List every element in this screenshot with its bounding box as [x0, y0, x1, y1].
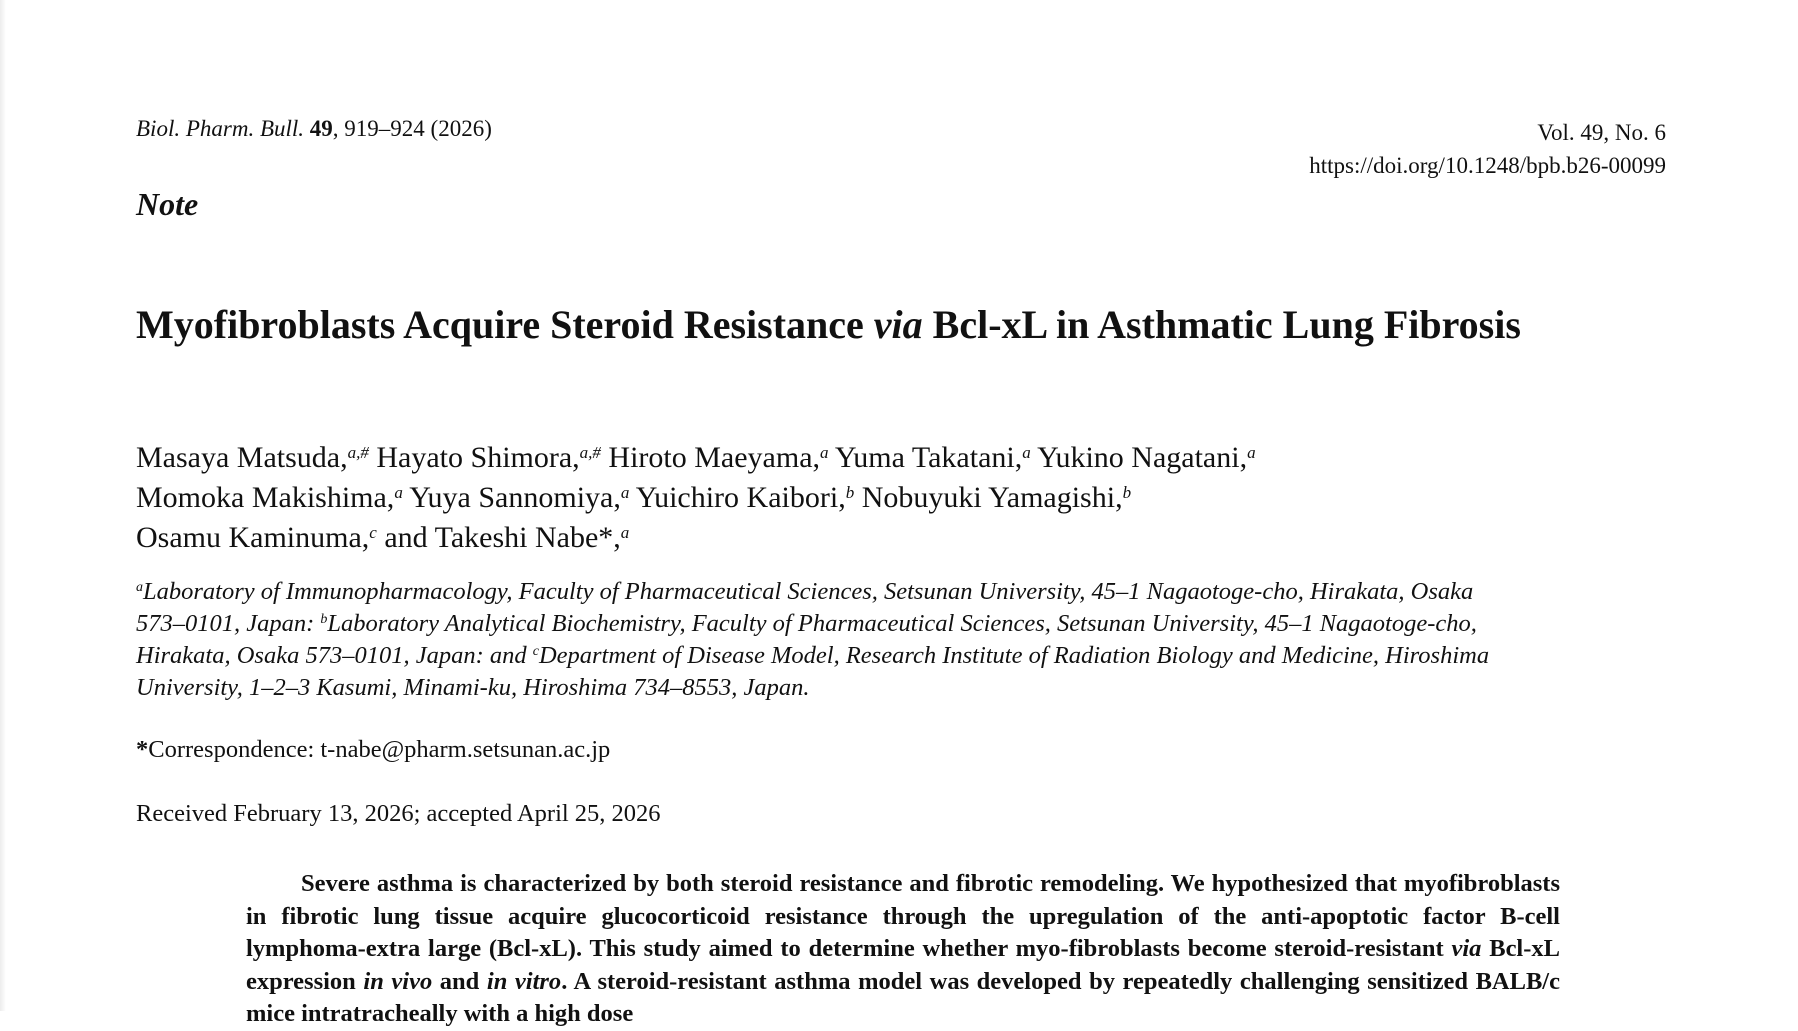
article-type: Note — [136, 186, 199, 222]
journal-pages-year: , 919–924 (2026) — [332, 116, 492, 141]
affiliation-c: Department of Disease Model, Research Institute of Radiation Biology and Medicine, Hiroshima University, 1–2–3 Kasumi, Minami-ku, Hiroshima 734–8553, Japan. — [136, 642, 1490, 701]
author: Hayato Shimora,$^{a,\#}$ — [376, 441, 601, 474]
page-edge-shadow — [0, 0, 6, 1011]
author: and Takeshi Nabe*,$^a$ — [384, 521, 630, 554]
affiliation-b: Laboratory Analytical Biochemistry, Faculty of Pharmaceutical Sciences, Setsunan University, 45–1 Nagaotoge-cho, Hirakata, Osaka 573–0101, Japan: and — [136, 610, 1477, 669]
affiliations: $^a$Laboratory of Immunopharmacology, Faculty of Pharmaceutical Sciences, Setsunan University, 45–1 Nagaotoge-cho, Hirakata, Osaka 573–0101, Japan: $^b$Laboratory Analytical Biochemistry, Faculty of Pharmaceutical Sciences, Setsunan University, 45–1 Nagaotoge-cho, Hirakata, Osaka 573–0101, Japan: and $^c$Department of Disease Model, Research Institute of Radiation Biology and Medicine, Hiroshima University, 1–2–3 Kasumi, Minami-ku, Hiroshima 734–8553, Japan. — [136, 578, 1490, 701]
author: Masaya Matsuda,$^{a,\#}$ — [136, 441, 369, 474]
abstract: Severe asthma is characterized by both steroid resistance and fibrotic remodeling. We hypothesized that myofibroblasts in fibrotic lung tissue acquire glucocorticoid resistance through the upregulation of the anti-apoptotic factor B-cell lymphoma-extra large (Bcl-xL). This study aimed to determine whether myo-fibroblasts become steroid-resistant via Bcl-xL expression in vivo and in vitro. A steroid-resistant asthma model was developed by repeatedly challenging sensitized BALB/c mice intratracheally with a high dose — [246, 870, 1560, 1027]
correspondence-email[interactable]: Correspondence: t-nabe@pharm.setsunan.ac.jp — [148, 736, 611, 763]
journal-issue-info — [1309, 116, 1666, 182]
author: Yuya Sannomiya,$^a$ — [409, 481, 630, 514]
volume-issue: Vol. 49, No. 6 — [1537, 120, 1666, 145]
author: Yuma Takatani,$^a$ — [834, 441, 1031, 474]
article-title: Myofibroblasts Acquire Steroid Resistance via Bcl-xL in Asthmatic Lung Fibrosis — [136, 302, 1521, 347]
doi-link[interactable]: https://doi.org/10.1248/bpb.b26-00099 — [1309, 153, 1666, 178]
author: Yukino Nagatani,$^a$ — [1037, 441, 1256, 474]
journal-volume: 49 — [309, 116, 333, 141]
author-list — [136, 438, 1556, 558]
author: Momoka Makishima,$^a$ — [136, 481, 403, 514]
affiliation-a: Laboratory of Immunopharmacology, Faculty of Pharmaceutical Sciences, Setsunan University, 45–1 Nagaotoge-cho, Hirakata, Osaka 573–0101, Japan: — [136, 578, 1474, 637]
author: Yuichiro Kaibori,$^b$ — [635, 481, 855, 514]
author: Nobuyuki Yamagishi,$^b$ — [861, 481, 1132, 514]
journal-citation — [136, 116, 492, 142]
received-dates: Received February 13, 2026; accepted April 25, 2026 — [136, 800, 661, 827]
author: Hiroto Maeyama,$^a$ — [608, 441, 829, 474]
correspondence: *Correspondence: t-nabe@pharm.setsunan.ac.jp — [136, 736, 611, 763]
author: Osamu Kaminuma,$^c$ — [136, 521, 377, 554]
journal-name: Biol. Pharm. Bull. — [136, 116, 305, 141]
